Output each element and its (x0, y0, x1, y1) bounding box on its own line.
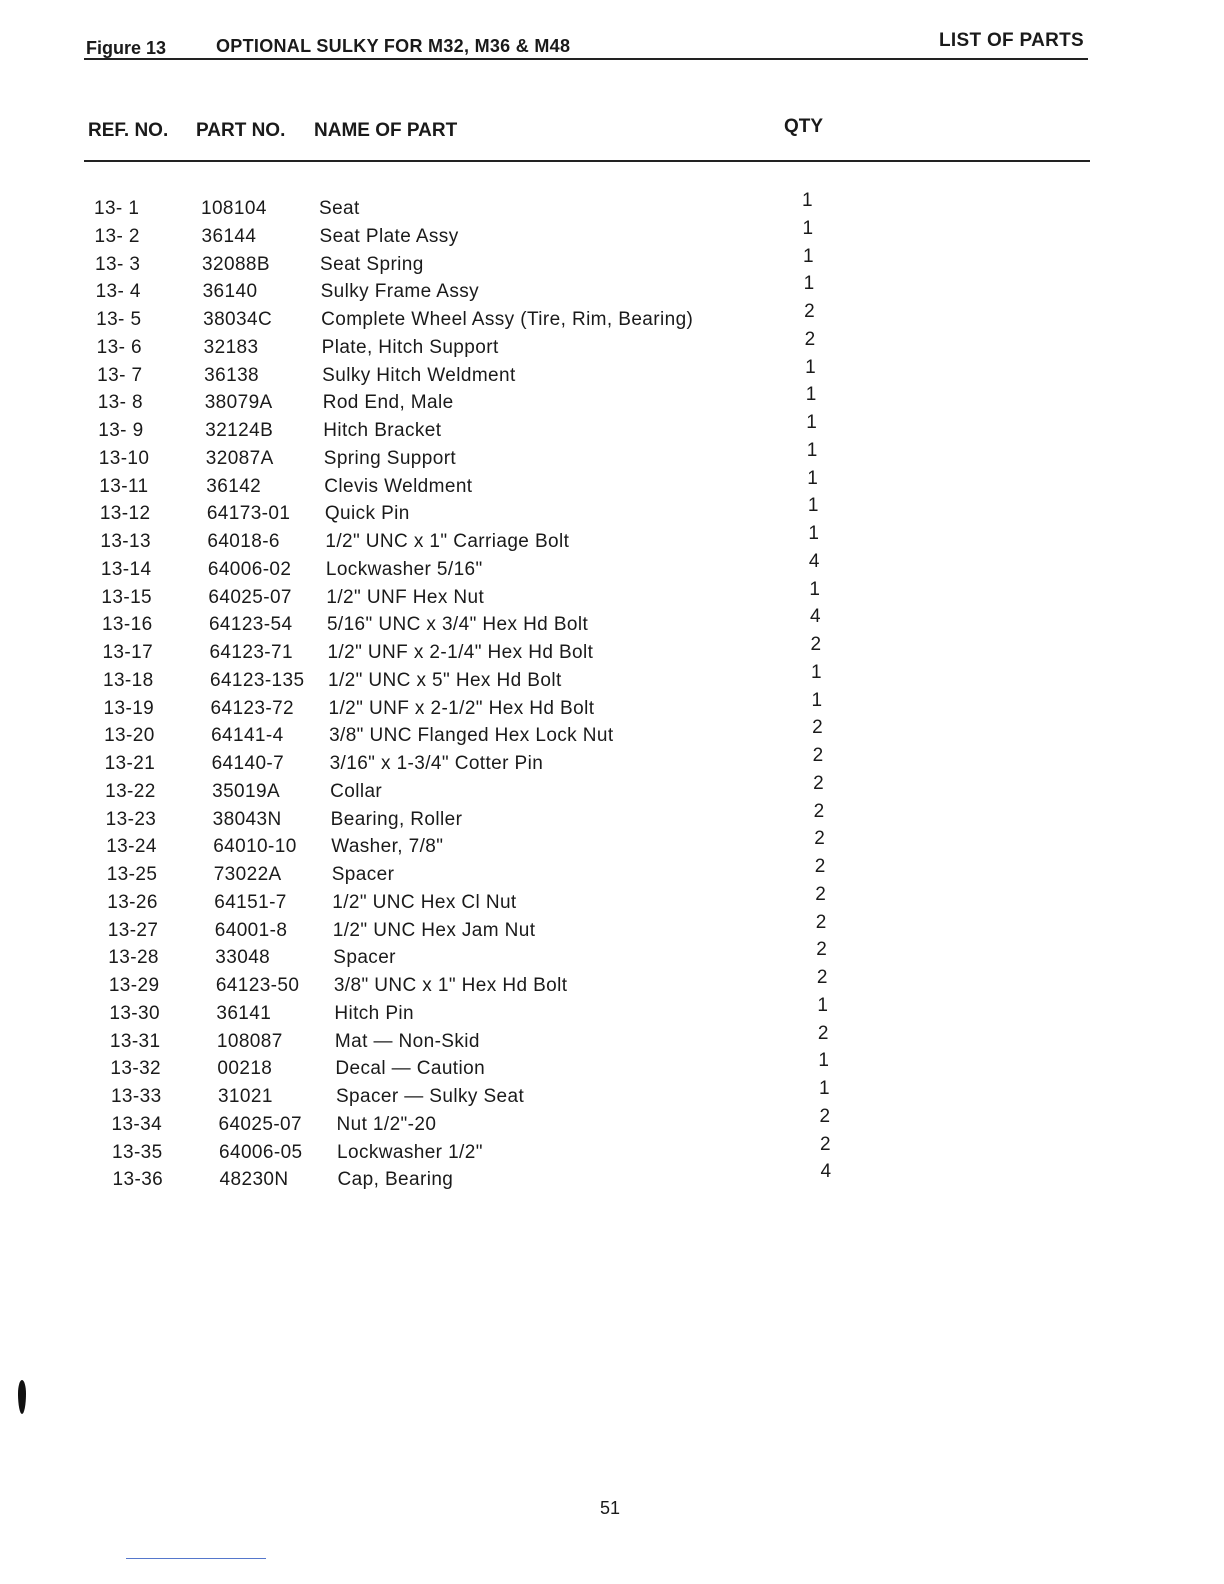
part-no-cell: 108087 (216, 1030, 283, 1052)
part-no-cell: 32124B (205, 420, 274, 441)
part-name-cell: 1/2" UNF x 2-1/2" Hex Hd Bolt (328, 697, 595, 719)
part-name-cell: 1/2" UNC x 5" Hex Hd Bolt (328, 669, 562, 691)
qty-cell: 2 (820, 1133, 831, 1155)
ref-no-cell: 13-12 (99, 503, 151, 525)
qty-cell: 2 (819, 1105, 831, 1127)
part-no-cell: 64006-02 (207, 558, 292, 580)
part-no-cell: 64006-05 (219, 1141, 303, 1163)
part-no-cell: 64123-72 (210, 697, 295, 719)
part-name-cell: Bearing, Roller (330, 808, 463, 830)
part-name-cell: Spring Support (323, 447, 457, 469)
part-name-cell: Quick Pin (324, 503, 410, 525)
part-no-cell: 38079A (204, 392, 273, 414)
part-name-cell: Collar (330, 780, 383, 802)
ref-no-cell: 13-21 (104, 753, 156, 774)
part-no-cell: 64123-135 (210, 669, 305, 691)
qty-cell: 1 (802, 217, 814, 239)
qty-cell: 1 (817, 994, 829, 1016)
part-no-cell: 36141 (216, 1002, 272, 1024)
part-no-cell: 36138 (204, 364, 260, 386)
ref-no-cell: 13- 2 (94, 225, 140, 247)
part-no-cell: 64025-07 (218, 1113, 302, 1135)
ref-no-cell: 13-24 (106, 836, 157, 858)
part-name-cell: Seat Plate Assy (319, 225, 459, 247)
qty-cell: 2 (815, 883, 827, 905)
part-name-cell: Spacer — Sulky Seat (335, 1086, 525, 1107)
part-name-cell: Lockwasher 5/16" (325, 558, 483, 580)
column-header-qty: QTY (784, 116, 824, 137)
qty-cell: 2 (812, 717, 824, 739)
ref-no-cell: 13-18 (103, 669, 154, 691)
part-no-cell: 33048 (215, 947, 271, 969)
qty-cell: 4 (820, 1161, 832, 1183)
part-name-cell: Seat Spring (320, 253, 424, 275)
ref-no-cell: 13-20 (104, 725, 155, 747)
ref-no-cell: 13-33 (110, 1086, 162, 1107)
ref-no-cell: 13-32 (110, 1058, 162, 1080)
qty-cell: 1 (811, 661, 822, 683)
column-header-ref-no: REF. NO. (88, 120, 169, 141)
part-name-cell: Spacer (333, 947, 396, 969)
part-no-cell: 64123-50 (215, 975, 300, 996)
column-headers (88, 116, 1088, 144)
part-no-cell: 32088B (202, 253, 270, 275)
qty-cell: 4 (808, 550, 820, 572)
ref-no-cell: 13- 6 (96, 336, 142, 358)
header-rule (84, 58, 1088, 60)
part-no-cell: 64010-10 (213, 836, 297, 858)
part-name-cell: 3/8" UNC Flanged Hex Lock Nut (329, 725, 614, 747)
part-name-cell: Sulky Frame Assy (320, 281, 480, 303)
part-no-cell: 64141-4 (211, 725, 284, 747)
part-name-cell: Spacer (331, 864, 395, 885)
qty-cell: 1 (818, 1078, 830, 1099)
part-no-cell: 108104 (201, 198, 267, 219)
part-name-cell: Lockwasher 1/2" (337, 1141, 483, 1163)
part-no-cell: 64173-01 (206, 503, 291, 525)
part-no-cell: 32183 (203, 336, 259, 358)
ref-no-cell: 13-27 (107, 919, 159, 941)
ref-no-cell: 13-31 (109, 1030, 161, 1052)
part-no-cell: 64151-7 (214, 891, 287, 913)
qty-cell: 1 (805, 356, 817, 378)
ref-no-cell: 13-30 (109, 1002, 160, 1024)
part-no-cell: 73022A (213, 864, 282, 885)
qty-cell: 1 (811, 689, 823, 711)
qty-cell: 1 (818, 1050, 830, 1072)
ref-no-cell: 13- 1 (94, 198, 140, 219)
part-name-cell: Seat (319, 198, 360, 219)
part-name-cell: Hitch Pin (334, 1002, 414, 1024)
ref-no-cell: 13-25 (106, 864, 158, 885)
ref-no-cell: 13- 9 (98, 420, 144, 441)
part-no-cell: 35019A (212, 780, 281, 802)
ref-no-cell: 13-29 (108, 975, 160, 996)
page-number: 51 (600, 1498, 621, 1518)
ref-no-cell: 13-16 (101, 614, 153, 636)
part-name-cell: 1/2" UNC Hex Cl Nut (332, 891, 517, 913)
qty-cell: 2 (815, 911, 827, 933)
part-no-cell: 64001-8 (214, 919, 288, 941)
part-no-cell: 31021 (217, 1086, 273, 1107)
ref-no-cell: 13-22 (105, 780, 156, 802)
part-name-cell: 1/2" UNC Hex Jam Nut (332, 919, 536, 941)
binder-hole-mark (18, 1380, 26, 1414)
part-no-cell: 36140 (202, 281, 258, 303)
ref-no-cell: 13-10 (98, 447, 150, 469)
part-no-cell: 64018-6 (207, 531, 280, 552)
ref-no-cell: 13-28 (108, 947, 159, 969)
qty-cell: 1 (809, 578, 821, 600)
part-name-cell: Hitch Bracket (323, 420, 442, 441)
part-no-cell: 00218 (217, 1058, 273, 1080)
part-name-cell: Clevis Weldment (324, 475, 473, 497)
ref-no-cell: 13-23 (105, 808, 157, 830)
column-header-name-of-part: NAME OF PART (314, 120, 458, 141)
part-name-cell: 5/16" UNC x 3/4" Hex Hd Bolt (326, 614, 589, 636)
qty-cell: 2 (814, 828, 826, 850)
qty-cell: 2 (804, 301, 816, 322)
part-name-cell: Complete Wheel Assy (Tire, Rim, Bearing) (321, 309, 694, 330)
part-no-cell: 64025-07 (208, 586, 292, 608)
ref-no-cell: 13-11 (99, 475, 149, 497)
figure-title: OPTIONAL SULKY FOR M32, M36 & M48 (216, 36, 571, 56)
part-no-cell: 38043N (212, 808, 282, 830)
qty-cell: 2 (812, 745, 824, 766)
qty-cell: 1 (807, 467, 819, 489)
qty-cell: 2 (804, 328, 816, 350)
table-rule (84, 160, 1090, 162)
ref-no-cell: 13- 8 (97, 392, 144, 414)
part-no-cell: 36144 (201, 225, 257, 247)
qty-cell: 2 (813, 772, 825, 794)
column-header-part-no: PART NO. (196, 120, 286, 141)
ref-no-cell: 13- 4 (95, 281, 141, 303)
ref-no-cell: 13-17 (102, 642, 154, 663)
ref-no-cell: 13-26 (107, 891, 158, 913)
ref-no-cell: 13- 7 (97, 364, 143, 386)
qty-cell: 4 (809, 606, 821, 628)
figure-label: Figure 13 (86, 38, 167, 58)
part-name-cell: 1/2" UNF Hex Nut (326, 586, 485, 608)
part-no-cell: 48230N (219, 1169, 289, 1191)
ref-no-cell: 13-13 (100, 531, 151, 552)
qty-cell: 1 (806, 439, 818, 461)
qty-cell: 1 (802, 190, 813, 211)
part-name-cell: Decal — Caution (335, 1058, 486, 1080)
ref-no-cell: 13- 3 (95, 253, 141, 275)
part-no-cell: 64123-71 (209, 642, 293, 663)
part-no-cell: 64140-7 (211, 753, 285, 774)
page-header (86, 30, 1086, 60)
ref-no-cell: 13-14 (100, 558, 152, 580)
part-name-cell: Nut 1/2"-20 (336, 1113, 437, 1135)
part-no-cell: 36142 (206, 475, 262, 497)
qty-cell: 2 (810, 634, 822, 655)
part-name-cell: Mat — Non-Skid (334, 1030, 480, 1052)
part-no-cell: 32087A (205, 447, 274, 469)
footer-line (126, 1558, 266, 1559)
qty-cell: 1 (803, 273, 815, 295)
qty-cell: 1 (807, 495, 819, 517)
qty-cell: 2 (813, 800, 825, 822)
part-name-cell: 1/2" UNC x 1" Carriage Bolt (325, 531, 570, 552)
part-no-cell: 64123-54 (208, 614, 293, 636)
qty-cell: 1 (803, 245, 815, 267)
part-name-cell: Rod End, Male (322, 392, 454, 414)
qty-cell: 1 (808, 523, 820, 544)
qty-cell: 2 (816, 939, 828, 961)
part-name-cell: 1/2" UNF x 2-1/4" Hex Hd Bolt (327, 642, 594, 663)
qty-cell: 2 (817, 1022, 829, 1044)
ref-no-cell: 13-36 (112, 1169, 164, 1191)
qty-cell: 1 (805, 384, 817, 406)
qty-cell: 2 (814, 856, 826, 877)
qty-cell: 2 (816, 967, 828, 988)
ref-no-cell: 13-19 (103, 697, 155, 719)
part-name-cell: Cap, Bearing (337, 1169, 454, 1191)
section-title: LIST OF PARTS (939, 30, 1084, 51)
ref-no-cell: 13-15 (101, 586, 153, 608)
part-name-cell: 3/8" UNC x 1" Hex Hd Bolt (333, 975, 568, 996)
ref-no-cell: 13-35 (112, 1141, 163, 1163)
qty-cell: 1 (806, 412, 818, 433)
part-name-cell: Sulky Hitch Weldment (322, 364, 516, 386)
part-name-cell: Washer, 7/8" (331, 836, 444, 858)
part-name-cell: 3/16" x 1-3/4" Cotter Pin (329, 753, 544, 774)
part-no-cell: 38034C (203, 309, 273, 330)
ref-no-cell: 13-34 (111, 1113, 163, 1135)
part-name-cell: Plate, Hitch Support (321, 336, 499, 358)
ref-no-cell: 13- 5 (96, 309, 142, 330)
